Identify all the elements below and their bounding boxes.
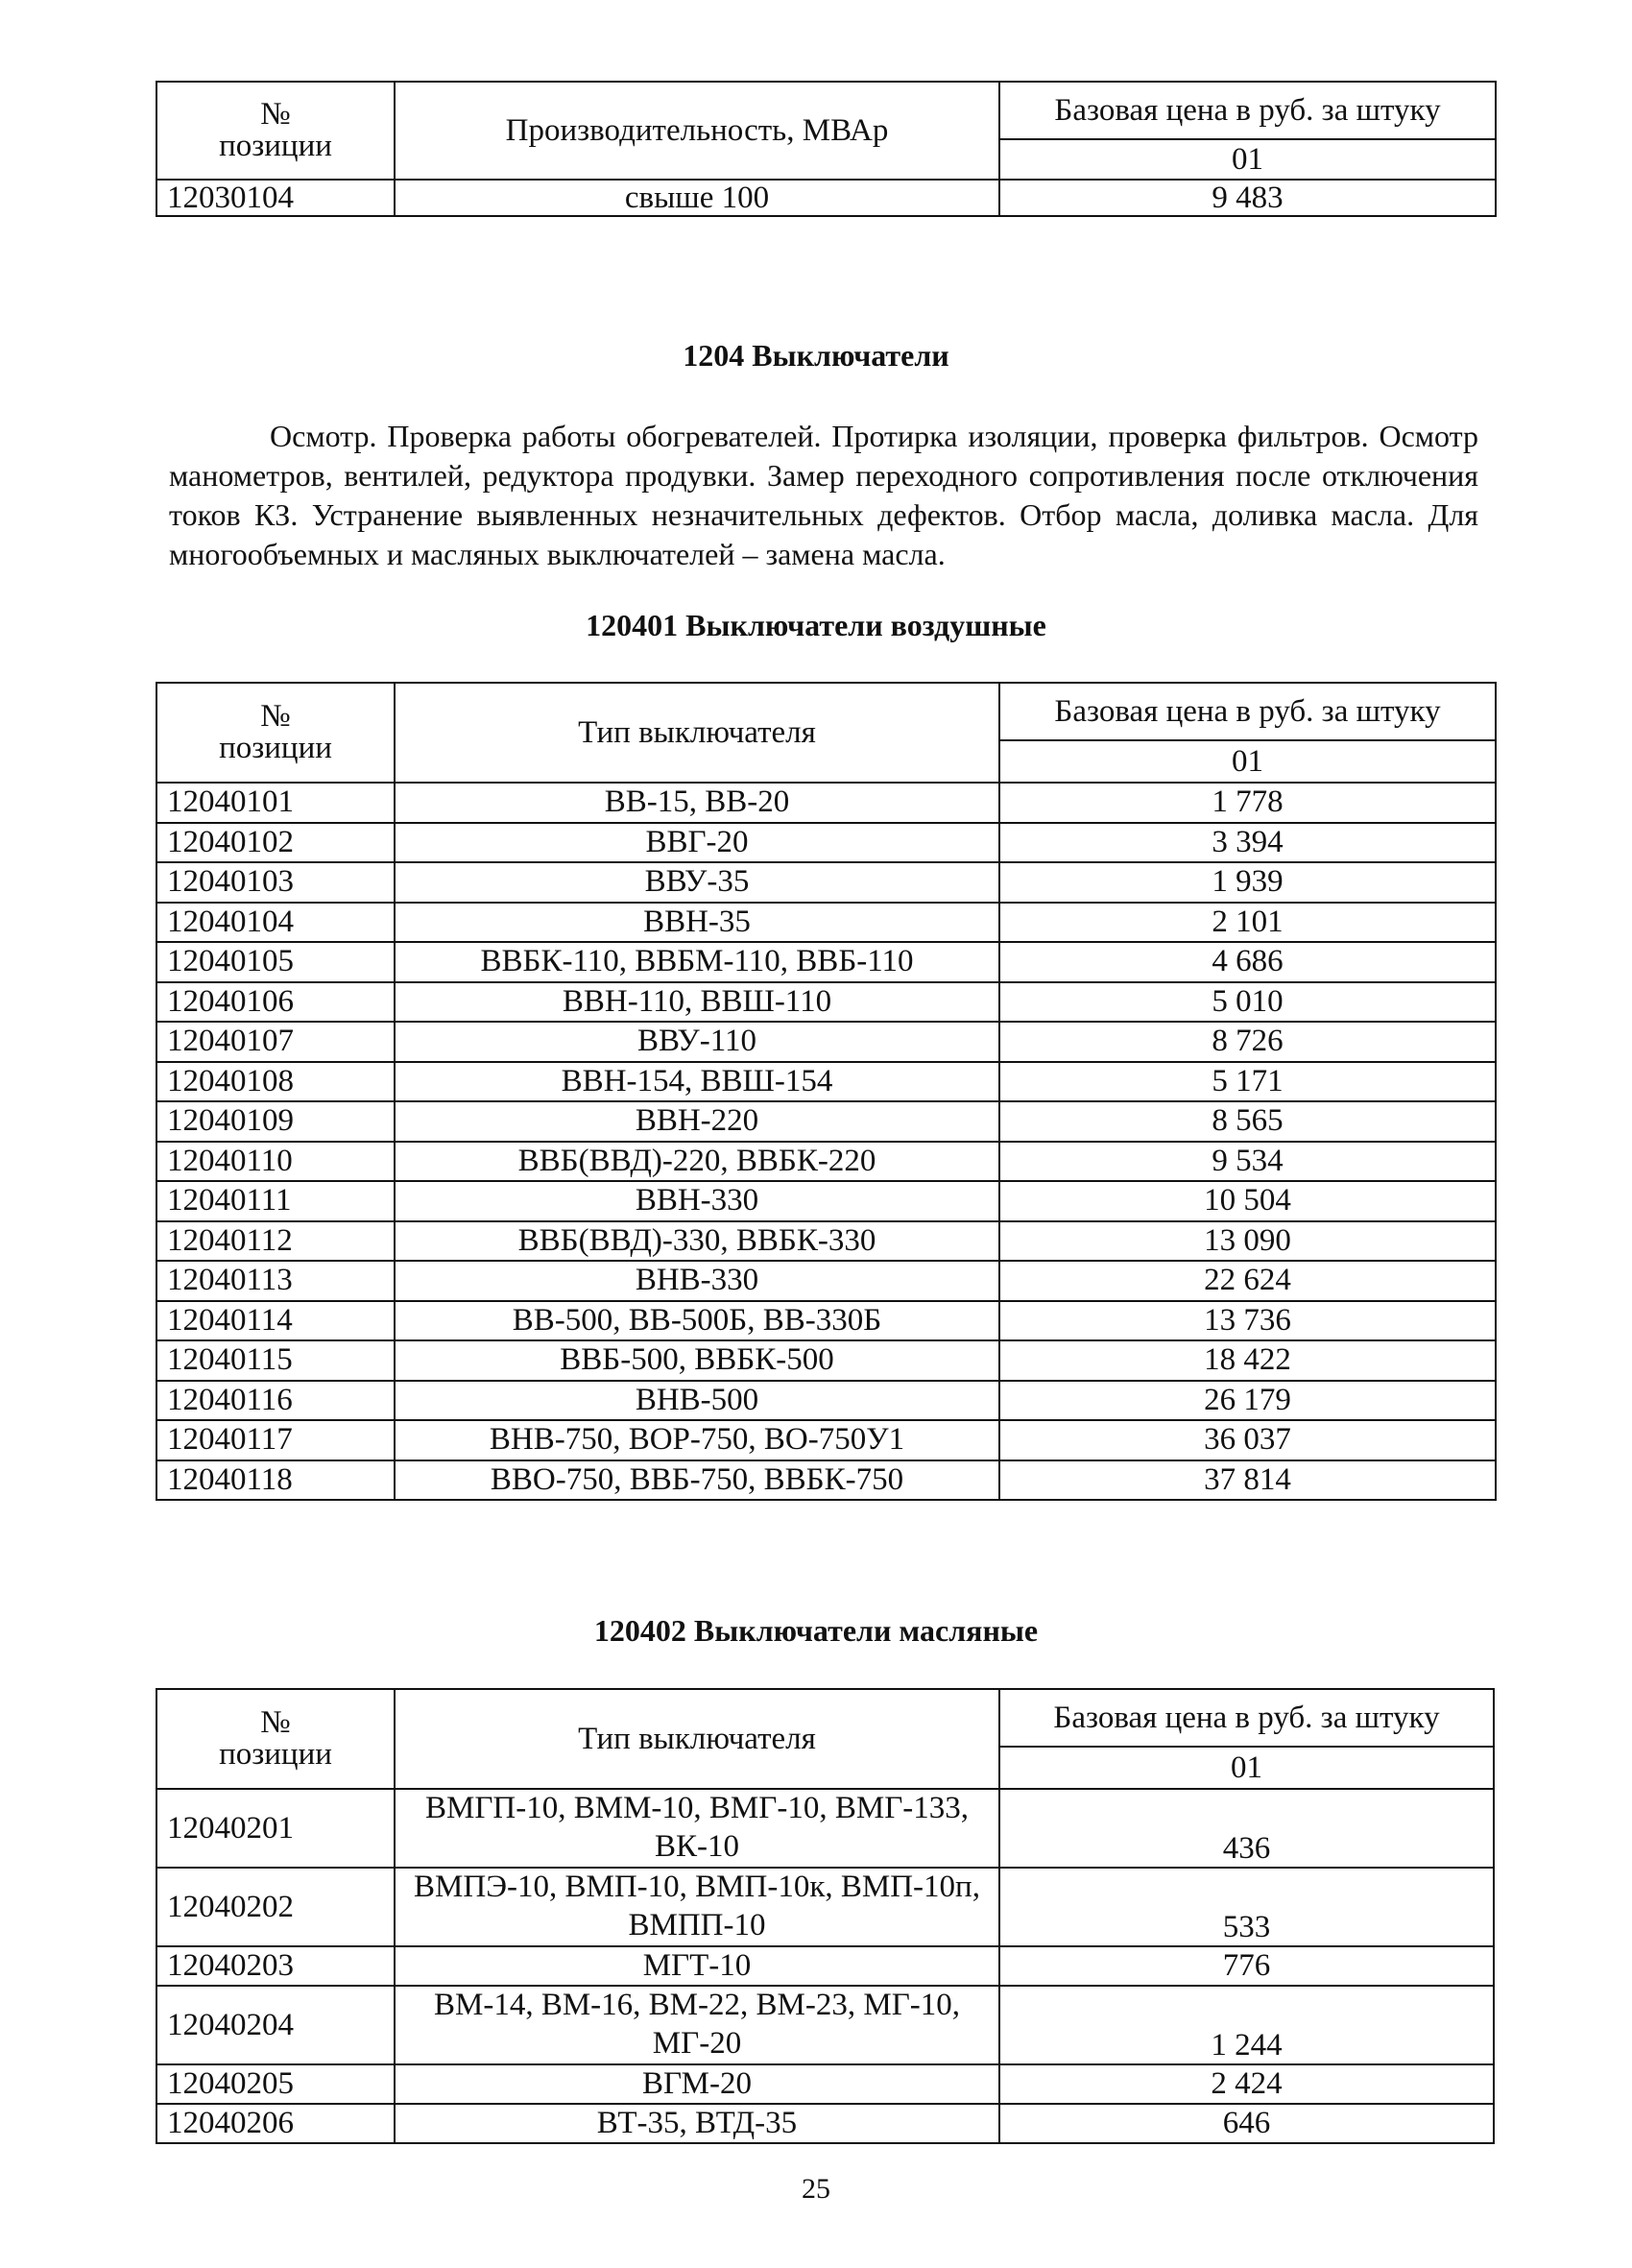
breaker-type: ВВ-500, ВВ-500Б, ВВ-330Б: [395, 1301, 999, 1341]
header-position-cell: [156, 1689, 395, 1789]
breaker-type: ВВО-750, ВВБ-750, ВВБК-750: [395, 1460, 999, 1501]
position-number: 12040205: [156, 2064, 395, 2104]
table-row: [156, 1221, 1496, 1262]
header-type: Тип выключателя: [395, 1689, 999, 1789]
position-number: 12040108: [156, 1062, 395, 1102]
table-row: [156, 1261, 1496, 1301]
price-value: 13 090: [999, 1221, 1496, 1262]
price-value: 18 422: [999, 1340, 1496, 1381]
price-value: 646: [999, 2104, 1494, 2143]
table-row: [156, 982, 1496, 1023]
table-row: [156, 1101, 1496, 1142]
table-row: [156, 1022, 1496, 1062]
price-value: 37 814: [999, 1460, 1496, 1501]
position-number: 12040101: [156, 783, 395, 823]
position-number: 12040114: [156, 1301, 395, 1341]
table-row: [156, 942, 1496, 982]
header-position-label: позиции: [219, 731, 332, 765]
breaker-type: ВВН-330: [395, 1181, 999, 1221]
breaker-type: ВТ-35, ВТД-35: [395, 2104, 999, 2143]
breaker-type: ВВУ-35: [395, 862, 999, 903]
position-number: 12040118: [156, 1460, 395, 1501]
table-row: [156, 2064, 1494, 2104]
breaker-type: ВНВ-750, ВОР-750, ВО-750У1: [395, 1420, 999, 1460]
header-price-code: 01: [999, 139, 1496, 180]
position-number: 12040201: [156, 1789, 395, 1868]
price-value: 1 244: [999, 1986, 1494, 2064]
price-value: 5 171: [999, 1062, 1496, 1102]
position-number: 12040109: [156, 1101, 395, 1142]
capacity-value: свыше 100: [395, 180, 999, 216]
header-position-label: позиции: [219, 1737, 332, 1772]
breaker-type: ВВУ-110: [395, 1022, 999, 1062]
top-price-table: [156, 81, 1497, 217]
price-value: 2 101: [999, 903, 1496, 943]
table-row: [156, 1789, 1494, 1868]
table-row: [156, 1986, 1494, 2064]
table-row: [156, 1062, 1496, 1102]
price-value: 8 565: [999, 1101, 1496, 1142]
breaker-type: ВВ-15, ВВ-20: [395, 783, 999, 823]
price-value: 9 534: [999, 1142, 1496, 1182]
position-number: 12040115: [156, 1340, 395, 1381]
table-row: [156, 2104, 1494, 2143]
price-value: 1 939: [999, 862, 1496, 903]
price-value: 13 736: [999, 1301, 1496, 1341]
price-value: 533: [999, 1868, 1494, 1946]
breaker-type: ВВН-35: [395, 903, 999, 943]
position-number: 12040202: [156, 1868, 395, 1946]
oil-breakers-title: 120402 Выключатели масляные: [593, 1613, 1039, 1648]
breaker-type: ВВБ(ВВД)-220, ВВБК-220: [395, 1142, 999, 1182]
breaker-type: МГТ-10: [395, 1946, 999, 1986]
position-number: 12040206: [156, 2104, 395, 2143]
header-price-code: 01: [999, 740, 1496, 783]
header-position-label: позиции: [219, 129, 332, 163]
position-number: 12040105: [156, 942, 395, 982]
price-value: 3 394: [999, 823, 1496, 863]
position-number: 12040103: [156, 862, 395, 903]
header-num-symbol: №: [260, 1705, 291, 1740]
breaker-type: ВНВ-330: [395, 1261, 999, 1301]
table-row: [156, 823, 1496, 863]
price-value: 1 778: [999, 783, 1496, 823]
position-number: 12030104: [156, 180, 395, 216]
table-row: [156, 1381, 1496, 1421]
breaker-type: ВВБ-500, ВВБК-500: [395, 1340, 999, 1381]
price-value: 2 424: [999, 2064, 1494, 2104]
position-number: 12040110: [156, 1142, 395, 1182]
price-value: 5 010: [999, 982, 1496, 1023]
table-row: [156, 1181, 1496, 1221]
price-value: 436: [999, 1789, 1494, 1868]
breaker-type: ВМГП-10, ВММ-10, ВМГ-10, ВМГ-133, ВК-10: [395, 1789, 999, 1868]
header-num-symbol: №: [260, 699, 291, 734]
price-value: 36 037: [999, 1420, 1496, 1460]
price-value: 4 686: [999, 942, 1496, 982]
position-number: 12040203: [156, 1946, 395, 1986]
table-row: [156, 1868, 1494, 1946]
header-type: Тип выключателя: [395, 683, 999, 783]
breaker-type: ВВГ-20: [395, 823, 999, 863]
position-number: 12040116: [156, 1381, 395, 1421]
table-row: [156, 1301, 1496, 1341]
table-row: [156, 1420, 1496, 1460]
header-position-cell: [156, 82, 395, 180]
table-row: [156, 1340, 1496, 1381]
breaker-type: ВМПЭ-10, ВМП-10, ВМП-10к, ВМП-10п, ВМПП-10: [395, 1868, 999, 1946]
position-number: 12040111: [156, 1181, 395, 1221]
table-row: [156, 783, 1496, 823]
air-table-body: [156, 783, 1496, 1500]
position-number: 12040112: [156, 1221, 395, 1262]
air-breakers-title: 120401 Выключатели воздушные: [586, 608, 1046, 642]
price-value: 10 504: [999, 1181, 1496, 1221]
section-description: Осмотр. Проверка работы обогревателей. Протирка изоляции, проверка фильтров. Осмотр манометров, вентилей, редуктора продувки. Замер переходного сопротивления после отключения токов КЗ. Устранение выявленных незначительных дефектов. Отбор масла, доливка масла. Для многообъемных и масляных выключателей – замена масла.: [169, 419, 1478, 571]
breaker-type: ВВБК-110, ВВБМ-110, ВВБ-110: [395, 942, 999, 982]
breaker-type: ВВН-110, ВВШ-110: [395, 982, 999, 1023]
air-breakers-table: [156, 682, 1497, 1501]
header-price: Базовая цена в руб. за штуку: [999, 1689, 1494, 1747]
table-row: [156, 180, 1496, 216]
table-row: [156, 903, 1496, 943]
breaker-type: ВГМ-20: [395, 2064, 999, 2104]
page-number: 25: [802, 2173, 830, 2205]
oil-table-body: [156, 1789, 1494, 2143]
breaker-type: ВВБ(ВВД)-330, ВВБК-330: [395, 1221, 999, 1262]
position-number: 12040204: [156, 1986, 395, 2064]
header-num-symbol: №: [260, 97, 291, 132]
table-row: [156, 862, 1496, 903]
header-capacity: Производительность, МВАр: [395, 82, 999, 180]
header-price: Базовая цена в руб. за штуку: [999, 683, 1496, 740]
position-number: 12040104: [156, 903, 395, 943]
position-number: 12040106: [156, 982, 395, 1023]
breaker-type: ВНВ-500: [395, 1381, 999, 1421]
table-row: [156, 1460, 1496, 1501]
price-value: 776: [999, 1946, 1494, 1986]
price-value: 9 483: [999, 180, 1496, 216]
price-value: 8 726: [999, 1022, 1496, 1062]
section-title: 1204 Выключатели: [683, 338, 949, 373]
breaker-type: ВВН-154, ВВШ-154: [395, 1062, 999, 1102]
position-number: 12040117: [156, 1420, 395, 1460]
header-price: Базовая цена в руб. за штуку: [999, 82, 1496, 139]
position-number: 12040102: [156, 823, 395, 863]
position-number: 12040107: [156, 1022, 395, 1062]
header-position-cell: [156, 683, 395, 783]
price-value: 26 179: [999, 1381, 1496, 1421]
table-row: [156, 1946, 1494, 1986]
table-row: [156, 1142, 1496, 1182]
price-value: 22 624: [999, 1261, 1496, 1301]
header-price-code: 01: [999, 1747, 1494, 1789]
position-number: 12040113: [156, 1261, 395, 1301]
breaker-type: ВВН-220: [395, 1101, 999, 1142]
breaker-type: ВМ-14, ВМ-16, ВМ-22, ВМ-23, МГ-10, МГ-20: [395, 1986, 999, 2064]
oil-breakers-table: [156, 1688, 1495, 2144]
